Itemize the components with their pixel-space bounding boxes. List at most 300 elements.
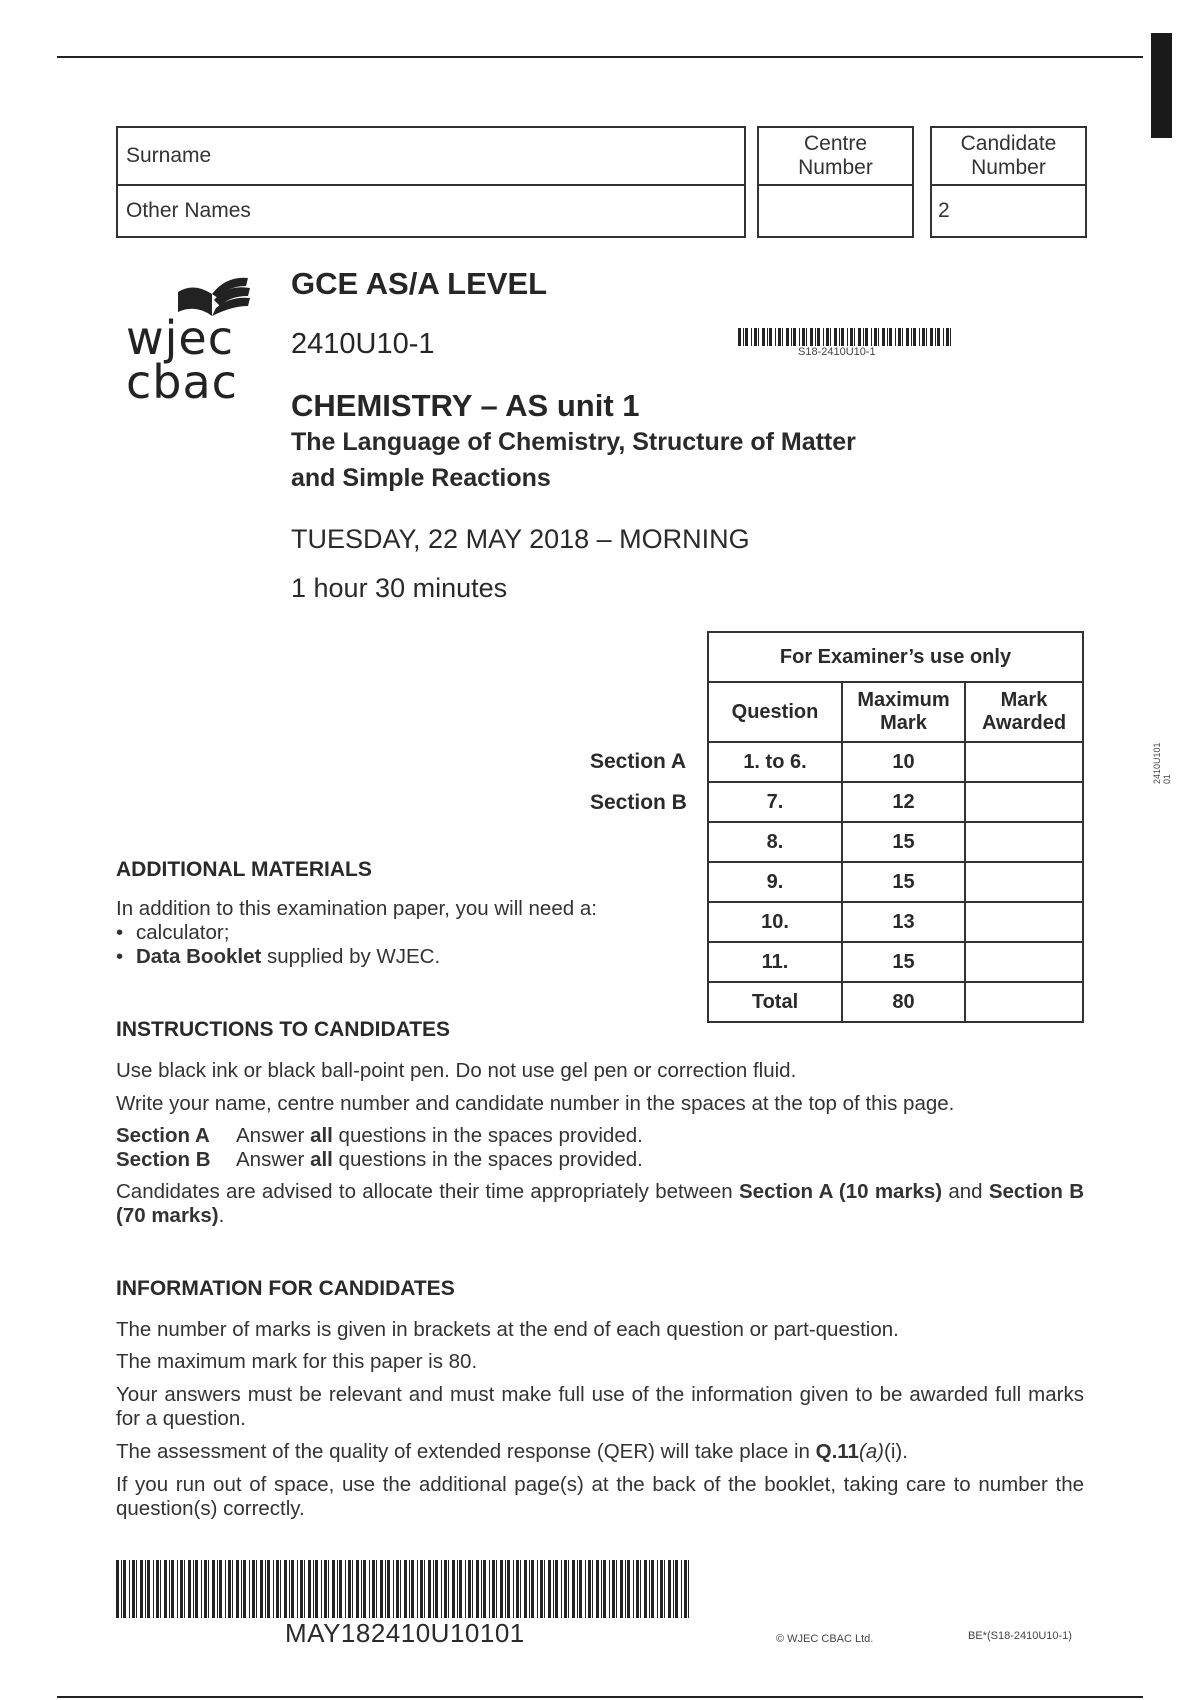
- barcode-bar: [588, 1560, 591, 1618]
- question-cell: 10.: [708, 902, 842, 942]
- col-awarded-line1: Mark: [1000, 689, 1048, 711]
- barcode-bar: [943, 328, 944, 346]
- table-row: [708, 782, 1083, 822]
- barcode-bar: [858, 328, 861, 346]
- candidate-number-value: 2: [938, 199, 950, 222]
- barcode-bar: [609, 1560, 610, 1618]
- answer-pre: Answer: [236, 1148, 311, 1171]
- mark-awarded-cell[interactable]: [965, 822, 1083, 862]
- barcode-bar: [232, 1560, 233, 1618]
- barcode-bar: [668, 1560, 671, 1618]
- barcode-bar: [758, 328, 759, 346]
- barcode-bar: [129, 1560, 130, 1618]
- copyright-text: © WJEC CBAC Ltd.: [776, 1633, 874, 1645]
- barcode-bar: [291, 1560, 294, 1618]
- candidate-number-label-1: Candidate: [960, 132, 1057, 155]
- barcode-bar: [793, 328, 796, 346]
- barcode-bar: [826, 328, 829, 346]
- barcode-bar: [946, 328, 949, 346]
- mark-awarded-cell[interactable]: [965, 742, 1083, 782]
- additional-materials-list: [116, 921, 676, 969]
- col-max-mark-line2: Mark: [880, 712, 927, 734]
- barcode-bar: [219, 1560, 222, 1618]
- exam-level: GCE AS/A LEVEL: [291, 266, 548, 301]
- barcode-bar: [489, 1560, 490, 1618]
- barcode-bar: [660, 1560, 663, 1618]
- barcode-bar: [745, 328, 748, 346]
- question-cell: 11.: [708, 942, 842, 982]
- barcode-bar: [204, 1560, 207, 1618]
- information-line1: The number of marks is given in brackets at the end of each question or part-question.: [116, 1318, 899, 1341]
- barcode-bar: [433, 1560, 434, 1618]
- table-row: [708, 902, 1083, 942]
- barcode-bar: [332, 1560, 335, 1618]
- instructions-sec-a-label: Section A: [116, 1124, 210, 1147]
- barcode-bar: [387, 1560, 390, 1618]
- barcode-top: [738, 328, 956, 348]
- barcode-bar: [289, 1560, 290, 1618]
- barcode-bar: [363, 1560, 366, 1618]
- barcode-bar: [297, 1560, 298, 1618]
- barcode-bar: [156, 1560, 159, 1618]
- mark-awarded-cell[interactable]: [965, 782, 1083, 822]
- barcode-bar: [372, 1560, 375, 1618]
- margin-code: [1152, 742, 1172, 784]
- barcode-bar: [507, 1560, 510, 1618]
- barcode-bar: [212, 1560, 215, 1618]
- barcode-bar: [417, 1560, 418, 1618]
- barcode-bar: [898, 328, 901, 346]
- barcode-bar: [280, 1560, 281, 1618]
- top-rule: [57, 56, 1143, 58]
- exam-code: 2410U10-1: [291, 328, 435, 360]
- barcode-bar: [324, 1560, 327, 1618]
- barcode-bar: [887, 328, 888, 346]
- other-names-label: Other Names: [126, 199, 251, 222]
- barcode-bar: [380, 1560, 383, 1618]
- barcode-bar: [537, 1560, 538, 1618]
- barcode-bar: [121, 1560, 122, 1618]
- barcode-bar: [496, 1560, 497, 1618]
- barcode-bar: [640, 1560, 641, 1618]
- barcode-bar: [483, 1560, 486, 1618]
- answer-pre: Answer: [236, 1124, 311, 1147]
- barcode-bar: [472, 1560, 473, 1618]
- barcode-bar: [420, 1560, 423, 1618]
- barcode-bar: [839, 328, 840, 346]
- barcode-bar: [393, 1560, 394, 1618]
- barcode-bar: [817, 328, 820, 346]
- info-line4-pre: The assessment of the quality of extended response (QER) will take place in: [116, 1440, 816, 1463]
- mark-awarded-cell[interactable]: [965, 862, 1083, 902]
- table-row: [708, 742, 1083, 782]
- barcode-bar: [444, 1560, 447, 1618]
- examiner-table: [707, 631, 1084, 1023]
- instructions-heading: INSTRUCTIONS TO CANDIDATES: [116, 1018, 451, 1041]
- barcode-bar: [871, 328, 872, 346]
- barcode-bar: [889, 328, 892, 346]
- barcode-bar: [284, 1560, 287, 1618]
- list-item-text: supplied by WJEC.: [261, 945, 441, 968]
- max-mark-cell: 10: [842, 742, 965, 782]
- barcode-bar: [561, 1560, 562, 1618]
- mark-awarded-cell[interactable]: [965, 902, 1083, 942]
- candidate-number-label-2: Number: [971, 156, 1046, 179]
- col-max-mark-header: [842, 682, 965, 742]
- barcode-bar: [300, 1560, 303, 1618]
- barcode-bar: [400, 1560, 401, 1618]
- barcode-bar: [596, 1560, 599, 1618]
- barcode-bar: [754, 328, 757, 346]
- barcode-bar: [738, 328, 741, 346]
- surname-field[interactable]: [118, 128, 744, 186]
- answer-post: questions in the spaces provided.: [332, 1148, 643, 1171]
- logo-text-cbac: cbac: [126, 355, 238, 409]
- barcode-bar: [874, 328, 877, 346]
- barcode-bar: [684, 1560, 687, 1618]
- mark-awarded-cell[interactable]: [965, 942, 1083, 982]
- centre-number-header: [759, 128, 912, 186]
- barcode-bar: [810, 328, 813, 346]
- barcode-bar: [775, 328, 776, 346]
- barcode-bar: [823, 328, 824, 346]
- advice-end: .: [218, 1204, 225, 1227]
- barcode-bar: [304, 1560, 305, 1618]
- list-item: [116, 945, 676, 969]
- logo-text-wjec: wjec: [126, 311, 234, 365]
- barcode-bar: [572, 1560, 575, 1618]
- barcode-bar: [448, 1560, 449, 1618]
- other-names-field[interactable]: [118, 186, 744, 238]
- barcode-bar: [452, 1560, 455, 1618]
- barcode-bar: [201, 1560, 202, 1618]
- exam-duration: 1 hour 30 minutes: [291, 573, 508, 603]
- barcode-bar: [441, 1560, 442, 1618]
- barcode-bar: [273, 1560, 274, 1618]
- barcode-bar: [145, 1560, 146, 1618]
- barcode-bar: [585, 1560, 586, 1618]
- barcode-bar: [356, 1560, 359, 1618]
- barcode-bar: [633, 1560, 634, 1618]
- barcode-bar: [850, 328, 853, 346]
- instructions-section-b: [116, 1148, 1084, 1172]
- barcode-bar: [116, 1560, 119, 1618]
- wjec-logo: [120, 270, 260, 409]
- additional-materials-intro: In addition to this examination paper, you will need a:: [116, 897, 597, 920]
- barcode-bar: [834, 328, 837, 346]
- section-a-label: Section A: [590, 750, 687, 773]
- answer-all: all: [310, 1124, 333, 1147]
- margin-code-line1: 2410U101: [1152, 742, 1162, 784]
- barcode-bar: [937, 328, 940, 346]
- barcode-bar: [688, 1560, 689, 1618]
- barcode-bar: [919, 328, 920, 346]
- barcode-bar: [577, 1560, 578, 1618]
- barcode-bar: [806, 328, 807, 346]
- barcode-bar: [328, 1560, 329, 1618]
- barcode-bar: [435, 1560, 438, 1618]
- barcode-bar: [649, 1560, 650, 1618]
- barcode-bar: [520, 1560, 521, 1618]
- barcode-bar: [926, 328, 927, 346]
- advice-section-b: Section B (70 marks): [116, 1180, 1084, 1227]
- barcode-bar: [339, 1560, 342, 1618]
- barcode-bar: [411, 1560, 414, 1618]
- barcode-bar: [132, 1560, 135, 1618]
- barcode-bar: [664, 1560, 665, 1618]
- barcode-bar: [802, 328, 805, 346]
- max-mark-cell: 15: [842, 822, 965, 862]
- barcode-bar: [171, 1560, 174, 1618]
- barcode-bar: [882, 328, 885, 346]
- barcode-bar: [930, 328, 933, 346]
- additional-materials-text: [116, 897, 676, 969]
- barcode-bar: [217, 1560, 218, 1618]
- advice-and: and: [942, 1180, 989, 1203]
- list-item-bold: Data Booklet: [136, 945, 262, 968]
- reference-code: BE*(S18-2410U10-1): [968, 1630, 1072, 1642]
- barcode-bar: [500, 1560, 503, 1618]
- barcode-bar: [675, 1560, 678, 1618]
- barcode-bar: [847, 328, 848, 346]
- barcode-bar: [243, 1560, 246, 1618]
- barcode-bar: [361, 1560, 362, 1618]
- barcode-bar: [743, 328, 744, 346]
- barcode-bar: [913, 328, 916, 346]
- barcode-bar: [252, 1560, 255, 1618]
- table-row: [708, 942, 1083, 982]
- total-awarded-cell[interactable]: [965, 982, 1083, 1022]
- surname-label: Surname: [126, 144, 212, 167]
- barcode-bar: [902, 328, 903, 346]
- barcode-bar: [265, 1560, 266, 1618]
- barcode-bar: [505, 1560, 506, 1618]
- barcode-bar: [865, 328, 868, 346]
- total-max-cell: 80: [842, 982, 965, 1022]
- barcode-bar: [767, 328, 768, 346]
- barcode-bar: [564, 1560, 567, 1618]
- barcode-bar: [895, 328, 896, 346]
- barcode-bar: [476, 1560, 479, 1618]
- barcode-bar: [627, 1560, 630, 1618]
- barcode-bar: [313, 1560, 314, 1618]
- barcode-bar: [352, 1560, 353, 1618]
- barcode-bar: [673, 1560, 674, 1618]
- barcode-bar: [169, 1560, 170, 1618]
- barcode-bar: [409, 1560, 410, 1618]
- barcode-bar: [153, 1560, 154, 1618]
- barcode-bar: [228, 1560, 231, 1618]
- barcode-bar: [544, 1560, 545, 1618]
- barcode-bar: [424, 1560, 425, 1618]
- instructions-line2: Write your name, centre number and candidate number in the spaces at the top of this page.: [116, 1092, 955, 1115]
- barcode-bar: [188, 1560, 191, 1618]
- barcode-bar: [136, 1560, 137, 1618]
- barcode-bar: [644, 1560, 647, 1618]
- barcode-bottom: [116, 1560, 694, 1618]
- information-line4: [116, 1440, 1084, 1464]
- col-question-header: Question: [708, 682, 842, 742]
- barcode-bar: [193, 1560, 194, 1618]
- table-row-total: [708, 982, 1083, 1022]
- barcode-bar: [782, 328, 783, 346]
- barcode-bar: [225, 1560, 226, 1618]
- col-max-mark-line1: Maximum: [857, 689, 950, 711]
- candidate-number-field[interactable]: [932, 186, 1085, 238]
- barcode-bottom-text: MAY182410U10101: [285, 1618, 525, 1648]
- exam-date: TUESDAY, 22 MAY 2018 – MORNING: [291, 524, 750, 554]
- barcode-bar: [651, 1560, 654, 1618]
- instructions-advice: [116, 1180, 1084, 1228]
- barcode-bar: [531, 1560, 534, 1618]
- barcode-bar: [457, 1560, 458, 1618]
- barcode-bar: [751, 328, 752, 346]
- barcode-bar: [906, 328, 909, 346]
- table-row: [708, 862, 1083, 902]
- exam-subtitle-2: and Simple Reactions: [291, 464, 551, 492]
- barcode-bar: [208, 1560, 209, 1618]
- barcode-bar: [123, 1560, 126, 1618]
- exam-subject: CHEMISTRY – AS unit 1: [291, 388, 640, 423]
- advice-section-a: Section A (10 marks): [739, 1180, 943, 1203]
- centre-number-label-2: Number: [798, 156, 873, 179]
- barcode-bar: [241, 1560, 242, 1618]
- barcode-bar: [267, 1560, 270, 1618]
- barcode-bar: [625, 1560, 626, 1618]
- bottom-rule: [57, 1696, 1143, 1698]
- max-mark-cell: 15: [842, 862, 965, 902]
- barcode-bar: [337, 1560, 338, 1618]
- barcode-bar: [830, 328, 831, 346]
- answer-all: all: [310, 1148, 333, 1171]
- barcode-bar: [376, 1560, 377, 1618]
- info-line4-question: Q.11: [815, 1440, 859, 1463]
- barcode-bar: [616, 1560, 617, 1618]
- barcode-bar: [276, 1560, 279, 1618]
- barcode-bar: [540, 1560, 543, 1618]
- barcode-bar: [769, 328, 772, 346]
- barcode-bar: [778, 328, 781, 346]
- barcode-bar: [592, 1560, 593, 1618]
- barcode-bar: [620, 1560, 623, 1618]
- page-side-marker: [1151, 33, 1172, 138]
- info-line4-end: (i).: [884, 1440, 908, 1463]
- information-heading: INFORMATION FOR CANDIDATES: [116, 1277, 455, 1300]
- barcode-bar: [459, 1560, 462, 1618]
- barcode-bar: [256, 1560, 257, 1618]
- barcode-bar: [603, 1560, 606, 1618]
- barcode-top-text: S18-2410U10-1: [798, 346, 876, 358]
- list-item: [116, 921, 676, 945]
- barcode-bar: [636, 1560, 639, 1618]
- barcode-bar: [863, 328, 864, 346]
- barcode-bar: [513, 1560, 514, 1618]
- barcode-bar: [815, 328, 816, 346]
- examiner-table-title: For Examiner’s use only: [708, 632, 1083, 682]
- barcode-bar: [140, 1560, 143, 1618]
- barcode-bar: [911, 328, 912, 346]
- barcode-bar: [681, 1560, 682, 1618]
- centre-number-field[interactable]: [759, 186, 912, 238]
- question-cell: 9.: [708, 862, 842, 902]
- question-cell: 8.: [708, 822, 842, 862]
- margin-code-line2: 01: [1162, 773, 1172, 784]
- barcode-bar: [160, 1560, 161, 1618]
- barcode-bar: [854, 328, 855, 346]
- barcode-bar: [308, 1560, 311, 1618]
- max-mark-cell: 15: [842, 942, 965, 982]
- answer-post: questions in the spaces provided.: [332, 1124, 643, 1147]
- information-line3: Your answers must be relevant and must make full use of the information given to be awarded full marks for a question.: [116, 1383, 1084, 1430]
- candidate-number-box: [930, 126, 1087, 238]
- candidate-number-header: [932, 128, 1085, 186]
- barcode-bar: [612, 1560, 615, 1618]
- barcode-bar: [180, 1560, 183, 1618]
- barcode-bar: [492, 1560, 495, 1618]
- barcode-bar: [841, 328, 844, 346]
- max-mark-cell: 13: [842, 902, 965, 942]
- barcode-bar: [195, 1560, 198, 1618]
- barcode-bar: [177, 1560, 178, 1618]
- barcode-bar: [553, 1560, 554, 1618]
- barcode-bar: [529, 1560, 530, 1618]
- barcode-bar: [786, 328, 789, 346]
- additional-materials-heading: ADDITIONAL MATERIALS: [116, 858, 372, 881]
- barcode-bar: [236, 1560, 239, 1618]
- barcode-bar: [878, 328, 879, 346]
- barcode-bar: [184, 1560, 185, 1618]
- total-label-cell: Total: [708, 982, 842, 1022]
- instructions-sec-b-label: Section B: [116, 1148, 211, 1171]
- barcode-bar: [568, 1560, 569, 1618]
- question-cell: 1. to 6.: [708, 742, 842, 782]
- centre-number-box: [757, 126, 914, 238]
- section-b-label: Section B: [590, 791, 687, 814]
- barcode-bar: [249, 1560, 250, 1618]
- barcode-bar: [579, 1560, 582, 1618]
- barcode-bar: [385, 1560, 386, 1618]
- barcode-bar: [465, 1560, 466, 1618]
- barcode-bar: [348, 1560, 351, 1618]
- list-item-text: calculator;: [136, 921, 230, 944]
- barcode-bar: [164, 1560, 167, 1618]
- barcode-bar: [601, 1560, 602, 1618]
- instructions-section-a: [116, 1124, 1084, 1148]
- barcode-bar: [548, 1560, 551, 1618]
- barcode-bar: [321, 1560, 322, 1618]
- barcode-bar: [657, 1560, 658, 1618]
- barcode-bar: [468, 1560, 471, 1618]
- barcode-bar: [762, 328, 765, 346]
- centre-number-label-1: Centre: [803, 132, 868, 155]
- barcode-bar: [524, 1560, 527, 1618]
- table-row: [708, 822, 1083, 862]
- barcode-bar: [481, 1560, 482, 1618]
- information-line2: The maximum mark for this paper is 80.: [116, 1350, 478, 1373]
- barcode-bar: [315, 1560, 318, 1618]
- exam-subtitle-1: The Language of Chemistry, Structure of Matter: [291, 428, 856, 456]
- barcode-bar: [791, 328, 792, 346]
- barcode-bar: [260, 1560, 263, 1618]
- barcode-bar: [345, 1560, 346, 1618]
- barcode-bar: [516, 1560, 519, 1618]
- col-awarded-line2: Awarded: [981, 712, 1067, 734]
- info-line4-part: (a): [858, 1440, 885, 1463]
- instructions-line1: Use black ink or black ball-point pen. Do not use gel pen or correction fluid.: [116, 1059, 797, 1082]
- barcode-bar: [555, 1560, 558, 1618]
- barcode-bar: [950, 328, 951, 346]
- name-box: [116, 126, 746, 238]
